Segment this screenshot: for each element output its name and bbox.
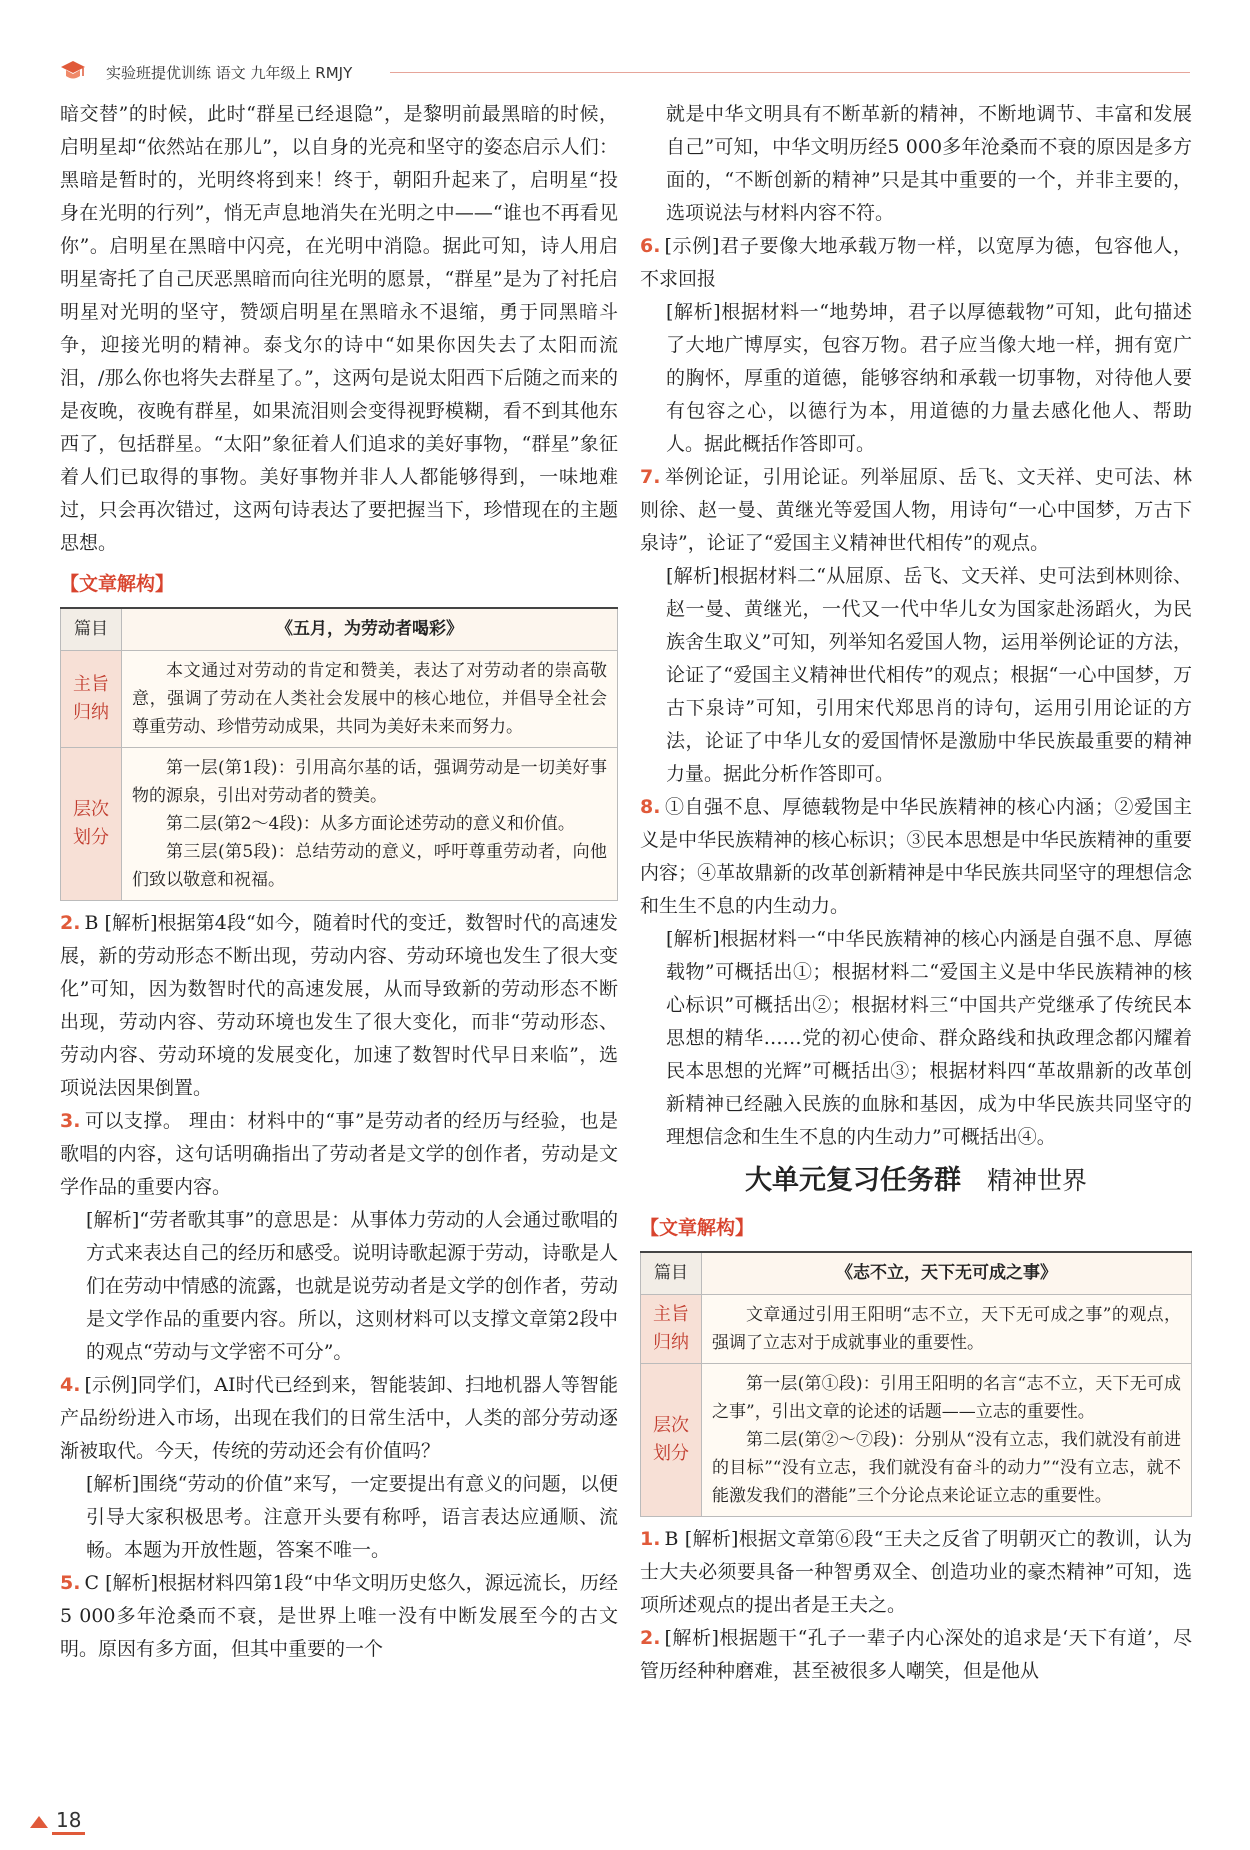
unit-title-sub: 精神世界 bbox=[987, 1166, 1088, 1195]
page-marker-icon bbox=[30, 1816, 48, 1828]
answer-6-analysis: [解析]根据材料一“地势坤，君子以厚德载物”可知，此句描述了大地广博厚实，包容万物。君子应当像大地一样，拥有宽广的胸怀，厚重的道德，能够容纳和承载一切事物，对待他人要有包容之心，以德行为本，用道德的力量去感化他人、帮助人。据此概括作答即可。 bbox=[666, 301, 1192, 455]
answer-4-analysis: [解析]围绕“劳动的价值”来写，一定要提出有意义的问题，以便引导大家积极思考。注意开头要有称呼，语言表达应通顺、流畅。本题为开放性题，答案不唯一。 bbox=[86, 1473, 618, 1561]
layer-2: 第二层(第2～4段)：从多方面论述劳动的意义和价值。 bbox=[166, 814, 575, 834]
structure-division bbox=[122, 748, 618, 901]
row-label-structure-2: 层次划分 bbox=[641, 1364, 702, 1517]
layer-3: 第三层(第5段)：总结劳动的意义，呼吁尊重劳动者，向他们致以敬意和祝福。 bbox=[132, 842, 607, 890]
row-label-structure: 层次划分 bbox=[61, 748, 122, 901]
page-number: 18 bbox=[30, 1808, 85, 1835]
answer-4: 4. [示例]同学们，AI时代已经到来，智能装卸、扫地机器人等智能产品纷纷进入市场，出现在我们的日常生活中，人类的部分劳动逐渐被取代。今天，传统的劳动还会有价值吗？ bbox=[60, 1374, 618, 1462]
col-header-title-2: 篇目 bbox=[641, 1252, 702, 1295]
answer-r2: 2. [解析]根据题干“孔子一辈子内心深处的追求是‘天下有道’，尽管历经种种磨难，甚至被很多人嘲笑，但是他从 bbox=[640, 1627, 1192, 1682]
answer-5-continued: 就是中华文明具有不断革新的精神，不断地调节、丰富和发展自己”可知，中华文明历经5 000多年沧桑而不衰的原因是多方面的，“不断创新的精神”只是其中重要的一个，并非主要的，选项说法与材料内容不符。 bbox=[666, 103, 1192, 224]
answer-3-analysis: [解析]“劳者歌其事”的意思是：从事体力劳动的人会通过歌唱的方式来表达自己的经历和感受。说明诗歌起源于劳动，诗歌是人们在劳动中情感的流露，也就是说劳动者是文学的创作者，劳动是文学作品的重要内容。所以，这则材料可以支撑文章第2段中的观点“劳动与文学密不可分”。 bbox=[86, 1209, 619, 1363]
answer-2: 2. B [解析]根据第4段“如今，随着时代的变迁，数智时代的高速发展，新的劳动形态不断出现，劳动内容、劳动环境也发生了很大变化”可知，因为数智时代的高速发展，从而导致新的劳动形态不断出现，劳动内容、劳动环境也发生了很大变化，而非“劳动形态、劳动内容、劳动环境的发展变化，加速了数智时代早日来临”，选项说法因果倒置。 bbox=[60, 912, 618, 1099]
outline-table-2 bbox=[640, 1251, 1192, 1517]
unit-title bbox=[640, 1164, 1192, 1200]
graduation-cap-icon bbox=[60, 58, 86, 84]
answer-5: 5. C [解析]根据材料四第1段“中华文明历史悠久，源远流长，历经5 000多年沧桑而不衰，是世界上唯一没有中断发展至今的古文明。原因有多方面，但其中重要的一个 bbox=[60, 1572, 618, 1660]
answer-r1: 1. B [解析]根据文章第⑥段“王夫之反省了明朝灭亡的教训，认为士大夫必须要具备一种智勇双全、创造功业的豪杰精神”可知，选项所述观点的提出者是王夫之。 bbox=[640, 1528, 1192, 1616]
header-rule bbox=[390, 72, 1190, 73]
left-column bbox=[60, 98, 618, 1666]
answer-7-analysis: [解析]根据材料二“从屈原、岳飞、文天祥、史可法到林则徐、赵一曼、黄继光，一代又一代中华儿女为国家赴汤蹈火，为民族舍生取义”可知，列举知名爱国人物，运用举例论证的方法，论证了“爱国主义精神世代相传”的观点；根据“一心中国梦，万古下泉诗”可知，引用宋代郑思肖的诗句，运用引用论证的方法，论证了中华儿女的爱国情怀是激励中华民族最重要的精神力量。据此分析作答即可。 bbox=[666, 565, 1192, 785]
page-header bbox=[60, 58, 1190, 88]
theme-summary: 本文通过对劳动的肯定和赞美，表达了对劳动者的崇高敬意，强调了劳动在人类社会发展中的核心地位，并倡导全社会尊重劳动、珍惜劳动成果，共同为美好未来而努力。 bbox=[122, 651, 618, 748]
right-column bbox=[640, 98, 1192, 1688]
unit-title-main: 大单元复习任务群 bbox=[744, 1165, 961, 1196]
section-tag-structure: 【文章解构】 bbox=[60, 573, 175, 595]
answer-6: 6. [示例]君子要像大地承载万物一样，以宽厚为德，包容他人，不求回报 bbox=[640, 235, 1192, 290]
col-header-title: 篇目 bbox=[61, 608, 122, 651]
poem-analysis-continued: 暗交替”的时候，此时“群星已经退隐”，是黎明前最黑暗的时候，启明星却“依然站在那儿”，以自身的光亮和坚守的姿态启示人们：黑暗是暂时的，光明终将到来！终于，朝阳升起来了，启明星“投身在光明的行列”，悄无声息地消失在光明之中——“谁也不再看见你”。启明星在黑暗中闪亮，在光明中消隐。据此可知，诗人用启明星寄托了自己厌恶黑暗而向往光明的愿景，“群星”是为了衬托启明星对光明的坚守，赞颂启明星在黑暗永不退缩，勇于同黑暗斗争，迎接光明的精神。泰戈尔的诗中“如果你因失去了太阳而流泪，/那么你也将失去群星了。”，这两句是说太阳西下后随之而来的是夜晚，夜晚有群星，如果流泪则会变得视野模糊，看不到其他东西了，包括群星。“太阳”象征着人们追求的美好事物，“群星”象征着人们已取得的事物。美好事物并非人人都能够得到，一味地难过，只会再次错过，这两句诗表达了要把握当下，珍惜现在的主题思想。 bbox=[60, 103, 618, 554]
outline-table bbox=[60, 607, 618, 901]
row-label-theme: 主旨归纳 bbox=[61, 651, 122, 748]
book-title: 实验班提优训练 语文 九年级上 RMJY bbox=[106, 64, 353, 82]
layer-1: 第一层(第1段)：引用高尔基的话，强调劳动是一切美好事物的源泉，引出对劳动者的赞美。 bbox=[132, 758, 607, 806]
theme-summary-2: 文章通过引用王阳明“志不立，天下无可成之事”的观点，强调了立志对于成就事业的重要性。 bbox=[702, 1295, 1192, 1364]
section-tag-structure-2: 【文章解构】 bbox=[640, 1217, 755, 1239]
answer-8: 8. ①自强不息、厚德载物是中华民族精神的核心内涵；②爱国主义是中华民族精神的核心标识；③民本思想是中华民族精神的重要内容；④革故鼎新的改革创新精神是中华民族共同坚守的理想信念和生生不息的内生动力。 bbox=[640, 796, 1192, 917]
row-label-theme-2: 主旨归纳 bbox=[641, 1295, 702, 1364]
answer-3: 3. 可以支撑。 理由：材料中的“事”是劳动者的经历与经验，也是歌唱的内容，这句话明确指出了劳动者是文学的创作者，劳动是文学作品的重要内容。 bbox=[60, 1110, 618, 1198]
article-title-2: 《志不立，天下无可成之事》 bbox=[702, 1252, 1192, 1295]
answer-8-analysis: [解析]根据材料一“中华民族精神的核心内涵是自强不息、厚德载物”可概括出①；根据材料二“爱国主义是中华民族精神的核心标识”可概括出②；根据材料三“中国共产党继承了传统民本思想的精华……党的初心使命、群众路线和执政理念都闪耀着民本思想的光辉”可概括出③；根据材料四“革故鼎新的改革创新精神已经融入民族的血脉和基因，成为中华民族共同坚守的理想信念和生生不息的内生动力”可概括出④。 bbox=[666, 928, 1192, 1148]
structure-division-2 bbox=[702, 1364, 1192, 1517]
layer-2-b: 第二层(第②～⑦段)：分别从“没有立志，我们就没有前进的目标”“没有立志，我们就没有奋斗的动力”“没有立志，就不能激发我们的潜能”三个分论点来论证立志的重要性。 bbox=[712, 1430, 1181, 1506]
answer-7: 7. 举例论证，引用论证。列举屈原、岳飞、文天祥、史可法、林则徐、赵一曼、黄继光等爱国人物，用诗句“一心中国梦，万古下泉诗”，论证了“爱国主义精神世代相传”的观点。 bbox=[640, 466, 1192, 554]
article-title: 《五月，为劳动者喝彩》 bbox=[122, 608, 618, 651]
layer-1-b: 第一层(第①段)：引用王阳明的名言“志不立，天下无可成之事”，引出文章的论述的话题——立志的重要性。 bbox=[712, 1374, 1181, 1422]
